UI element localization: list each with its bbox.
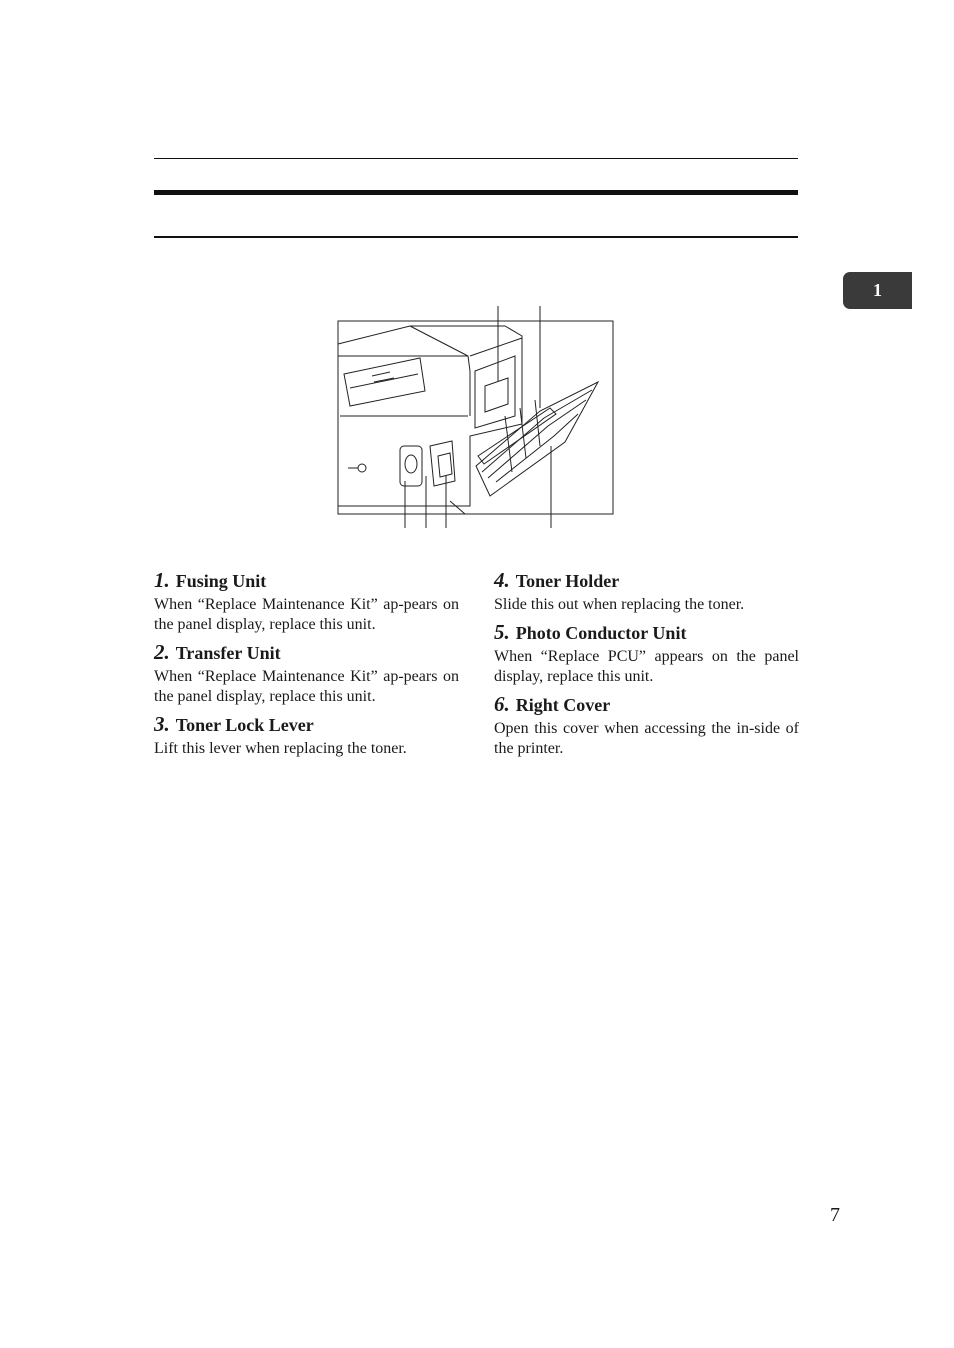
header-bottom-rule bbox=[154, 236, 798, 238]
item-toner-lock-lever bbox=[154, 712, 459, 759]
item-number: 4. bbox=[494, 568, 510, 592]
item-title: Toner Holder bbox=[515, 571, 620, 591]
page-number: 7 bbox=[830, 1204, 840, 1226]
chapter-tab bbox=[843, 272, 912, 309]
right-column bbox=[494, 568, 799, 764]
item-title: Photo Conductor Unit bbox=[515, 623, 687, 643]
item-number: 6. bbox=[494, 692, 510, 716]
header-thick-rule bbox=[154, 190, 798, 195]
item-number: 5. bbox=[494, 620, 510, 644]
item-description: Open this cover when accessing the in-side of the printer. bbox=[494, 720, 799, 757]
left-column bbox=[154, 568, 459, 764]
top-thin-rule bbox=[154, 158, 798, 159]
item-description: Slide this out when replacing the toner. bbox=[494, 596, 745, 613]
item-description: Lift this lever when replacing the toner. bbox=[154, 740, 407, 757]
item-transfer-unit bbox=[154, 640, 459, 707]
item-photo-conductor-unit bbox=[494, 620, 799, 687]
item-fusing-unit bbox=[154, 568, 459, 635]
right-cover bbox=[476, 382, 598, 496]
item-number: 2. bbox=[154, 640, 170, 664]
item-title: Toner Lock Lever bbox=[175, 715, 314, 735]
item-title: Transfer Unit bbox=[175, 643, 281, 663]
chapter-tab-number: 1 bbox=[873, 280, 882, 300]
item-description: When “Replace Maintenance Kit” ap-pears on the panel display, replace this unit. bbox=[154, 596, 459, 633]
item-toner-holder bbox=[494, 568, 799, 615]
printer-illustration bbox=[300, 296, 640, 536]
item-right-cover bbox=[494, 692, 799, 759]
item-description: When “Replace Maintenance Kit” ap-pears on the panel display, replace this unit. bbox=[154, 668, 459, 705]
item-title: Fusing Unit bbox=[175, 571, 267, 591]
item-title: Right Cover bbox=[515, 695, 611, 715]
item-number: 3. bbox=[154, 712, 170, 736]
item-description: When “Replace PCU” appears on the panel display, replace this unit. bbox=[494, 648, 799, 685]
item-number: 1. bbox=[154, 568, 170, 592]
